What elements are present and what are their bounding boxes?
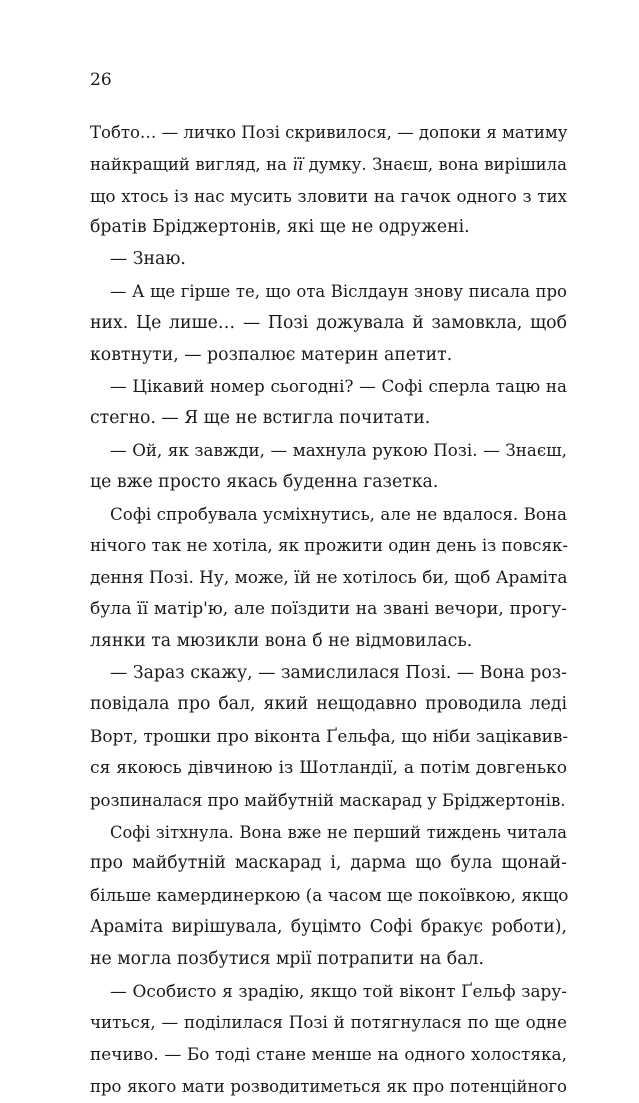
text-line: про якого мати розводитиметься як про потенційного: [90, 1076, 567, 1096]
text-line: — Цікавий номер сьогодні? — Софі сперла тацю на: [110, 376, 567, 397]
text-line: Араміта вирішувала, буцімто Софі бракує роботи),: [90, 916, 567, 937]
text-line: — Ой, як завжди, — махнула рукою Позі. — Знаєш,: [110, 439, 567, 460]
text-line: ковтнути, — розпалює материн апетит.: [90, 344, 453, 365]
text-line: більше камердинеркою (а часом ще покоївкою, якщо: [90, 885, 569, 906]
text-line: Софі зітхнула. Вона вже не перший тиждень читала: [110, 822, 567, 842]
text-line: ся якоюсь дівчиною із Шотландії, а потім довгенько: [90, 757, 567, 778]
body-text: [90, 117, 567, 1103]
text-line: про майбутній маскарад і, дарма що була щонай-: [90, 853, 567, 874]
text-line: Тобто… — личко Позі скривилося, — допоки я матиму: [90, 123, 568, 142]
text-line: не могла позбутися мрії потрапити на бал.: [90, 948, 484, 969]
text-line: — Знаю.: [110, 249, 186, 270]
page-number: 26: [90, 70, 112, 90]
text-line: що хтось із нас мусить зловити на гачок одного з тих: [90, 185, 567, 206]
text-line: братів Бріджертонів, які ще не одружені.: [90, 217, 470, 238]
text-line: — Зараз скажу, — замислилася Позі. — Вона роз-: [110, 662, 567, 683]
text-line: повідала про бал, який нещодавно проводила леді: [90, 694, 567, 715]
text-line: стегно. — Я ще не встигла почитати.: [90, 408, 431, 429]
text-segment: думку. Знаєш, вона вирішила: [303, 154, 567, 174]
text-line: Ворт, трошки про віконта Ґельфа, що ніби зацікавив-: [90, 726, 569, 747]
text-line: — Особисто я зрадію, якщо той віконт Ґельф зару-: [110, 980, 567, 1001]
text-line: лянки та мюзикли вона б не відмовилась.: [90, 630, 473, 651]
text-line: нічого так не хотіла, як прожити один день із повсяк-: [90, 535, 569, 556]
text-line: печиво. — Бо тоді стане менше на одного холостяка,: [90, 1044, 567, 1065]
text-line: Софі спробувала усміхнутись, але не вдалося. Вона: [110, 503, 567, 524]
text-line: них. Це лише… — Позі дожувала й замовкла, щоб: [90, 312, 567, 333]
emphasized-word: її: [292, 154, 304, 174]
text-line: була її матір'ю, але поїздити на звані вечори, прогу-: [90, 598, 567, 619]
text-line: це вже просто якась буденна газетка.: [90, 471, 439, 492]
text-segment: найкращий вигляд, на: [90, 154, 293, 174]
text-line: дення Позі. Ну, може, їй не хотілось би, щоб Араміта: [90, 567, 568, 588]
text-line: [90, 149, 567, 181]
text-line: читься, — поділилася Позі й потягнулася по ще одне: [90, 1012, 567, 1033]
text-line: — А ще гірше те, що ота Віслдаун знову писала про: [110, 281, 567, 301]
text-line: розпиналася про майбутній маскарад у Бріджертонів.: [90, 790, 566, 810]
